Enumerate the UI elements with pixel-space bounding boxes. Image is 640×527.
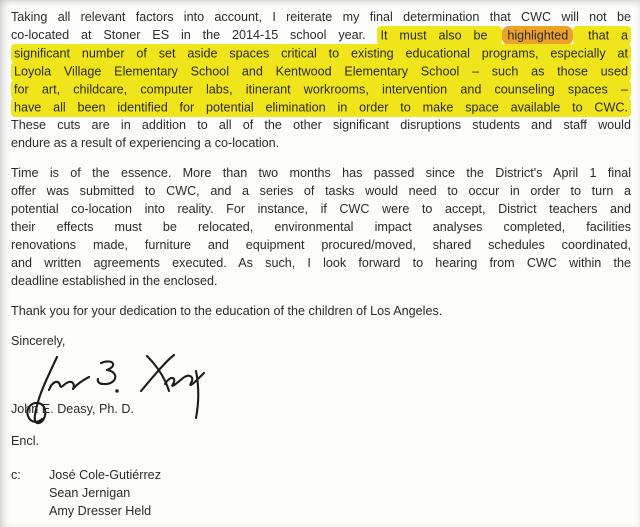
letter-body: [11, 8, 631, 320]
text-segment: offer was submitted to CWC, and a series of tasks would need to occur in order to turn a: [11, 184, 631, 198]
yellow-highlighted-text: that a: [573, 26, 631, 45]
letter-line: [11, 26, 631, 44]
cc-name: Amy Dresser Held: [49, 504, 152, 518]
signature-block: [11, 350, 631, 428]
letter-line: [11, 302, 631, 320]
yellow-highlighted-text: for art, childcare, computer labs, itinerant workrooms, intervention and counseling spaces –: [11, 80, 631, 99]
text-segment: renovations made, furniture and equipment procured/moved, shared schedules coordinated,: [11, 238, 631, 252]
letter-line: [11, 62, 631, 80]
text-segment: Thank you for your dedication to the education of the children of Los Angeles.: [11, 304, 443, 318]
letter-line: [11, 272, 631, 290]
paragraph: [11, 302, 631, 320]
text-segment: and written agreements executed. As such, I look forward to hearing from CWC within the: [11, 256, 631, 270]
yellow-highlighted-text: Loyola Village Elementary School and Kentwood Elementary School – such as those used: [11, 62, 631, 81]
letter-line: [11, 182, 631, 200]
text-segment: co-located at Stoner ES in the 2014-15 school year.: [11, 28, 378, 42]
yellow-highlighted-text: have all been identified for potential elimination in order to make space available to CWC.: [11, 98, 631, 117]
cc-block: [11, 466, 631, 520]
enclosure-note: Encl.: [11, 434, 39, 448]
closing-salutation: Sincerely,: [11, 334, 66, 348]
cc-name: José Cole-Gutiérrez: [49, 468, 161, 482]
text-segment: potential co-location into reality. For instance, if CWC were to accept, District teachers and: [11, 202, 631, 216]
letter-line: [11, 98, 631, 116]
cc-name-list: [49, 466, 161, 520]
cc-name: Sean Jernigan: [49, 486, 131, 500]
letter-line: [11, 218, 631, 236]
letter-line: [11, 8, 631, 26]
letter-line: [11, 116, 631, 134]
paragraph: [11, 164, 631, 290]
letter-line: [11, 254, 631, 272]
text-segment: endure as a result of experiencing a co-location.: [11, 136, 280, 150]
text-segment: Taking all relevant factors into account, I reiterate my final determination that CWC will not be: [11, 10, 631, 24]
letter-line: [11, 134, 631, 152]
typed-signature-name: John E. Deasy, Ph. D.: [11, 402, 134, 416]
orange-highlighted-text: highlighted: [502, 26, 573, 45]
text-segment: Time is of the essence. More than two months has passed since the District's April 1 final: [11, 166, 631, 180]
letter-line: [11, 44, 631, 62]
letter-line: [11, 164, 631, 182]
letter-line: [11, 80, 631, 98]
paragraph: [11, 8, 631, 152]
text-segment: their effects must be relocated, environmental impact analyses completed, facilities: [11, 220, 631, 234]
cc-label: c:: [11, 468, 21, 482]
letter-line: [11, 236, 631, 254]
text-segment: These cuts are in addition to all of the other significant disruptions students and staff would: [11, 118, 631, 132]
yellow-highlighted-text: It must also be: [377, 26, 502, 45]
yellow-highlighted-text: significant number of set aside spaces critical to existing educational programs, especially at: [11, 44, 631, 63]
letter-line: [11, 200, 631, 218]
text-segment: deadline established in the enclosed.: [11, 274, 218, 288]
